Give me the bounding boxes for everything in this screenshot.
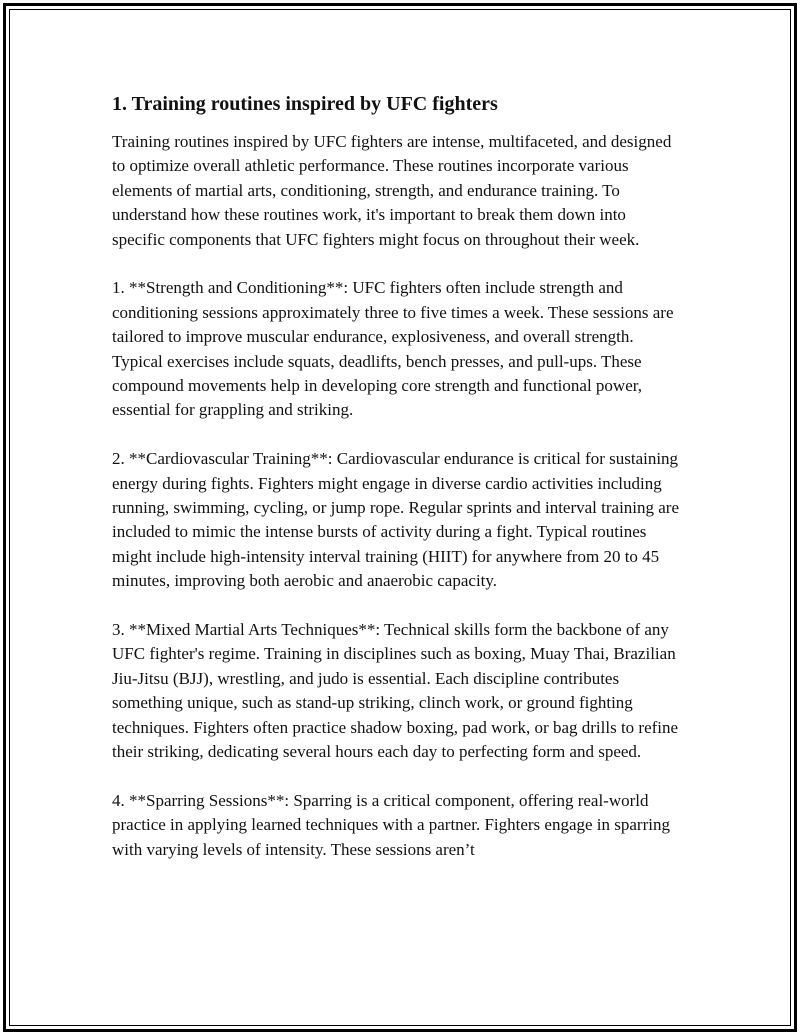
section-heading: 1. Training routines inspired by UFC fighters: [112, 93, 498, 115]
paragraph-cardiovascular-training: 2. **Cardiovascular Training**: Cardiovascular endurance is critical for sustaining energy during fights. Fighters might engage in diverse cardio activities including running, swimming, cycling, or jump rope. Regular sprints and interval training are included to mimic the intense bursts of activity during a fight. Typical routines might include high-intensity interval training (HIIT) for anywhere from 20 to 45 minutes, improving both aerobic and anaerobic capacity.: [112, 449, 680, 591]
paragraph-strength-conditioning: 1. **Strength and Conditioning**: UFC fighters often include strength and conditioning sessions approximately three to five times a week. These sessions are tailored to improve muscular endurance, explosiveness, and overall strength. Typical exercises include squats, deadlifts, bench presses, and pull-ups. These compound movements help in developing core strength and functional power, essential for grappling and striking.: [112, 278, 674, 420]
document-body: [112, 90, 682, 887]
paragraph-mma-techniques: 3. **Mixed Martial Arts Techniques**: Technical skills form the backbone of any UFC fighter's regime. Training in disciplines such as boxing, Muay Thai, Brazilian Jiu-Jitsu (BJJ), wrestling, and judo is essential. Each discipline contributes something unique, such as stand-up striking, clinch work, or ground fighting techniques. Fighters often practice shadow boxing, pad work, or bag drills to refine their striking, dedicating several hours each day to perfecting form and speed.: [112, 620, 679, 762]
paragraph-intro: Training routines inspired by UFC fighters are intense, multifaceted, and designed to optimize overall athletic performance. These routines incorporate various elements of martial arts, conditioning, strength, and endurance training. To understand how these routines work, it's important to break them down into specific components that UFC fighters might focus on throughout their week.: [112, 132, 672, 249]
paragraph-sparring-sessions: 4. **Sparring Sessions**: Sparring is a critical component, offering real-world practice in applying learned techniques with a partner. Fighters engage in sparring with varying levels of intensity. These sessions aren’t: [112, 790, 670, 859]
